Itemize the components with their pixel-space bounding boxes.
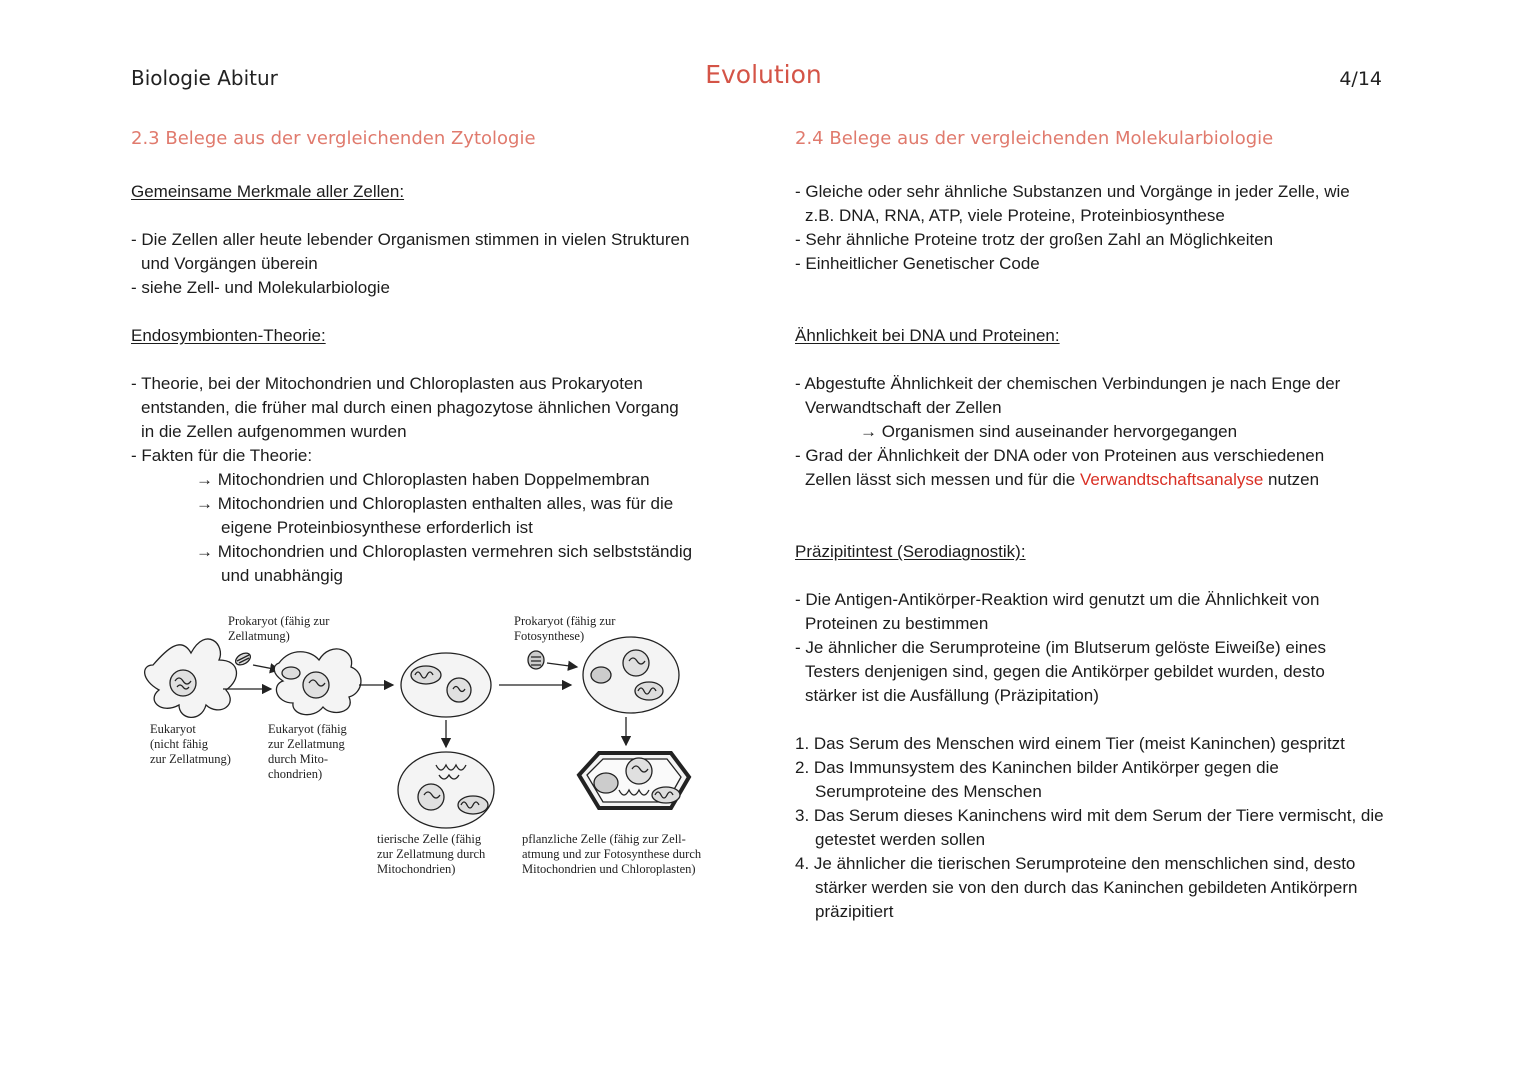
label-prokaryot-fotosynthese: Prokaryot (fähig zur Fotosynthese) <box>514 614 616 643</box>
fact-line: → Mitochondrien und Chloroplasten haben Doppelmembran <box>196 470 650 489</box>
left-column <box>131 126 761 588</box>
fact-line: → Mitochondrien und Chloroplasten enthalten alles, was für die <box>196 494 674 513</box>
label-prokaryot-zellatmung: Prokaryot (fähig zur Zellatmung) <box>228 614 330 643</box>
text-line: - Fakten für die Theorie: <box>131 446 313 465</box>
section-heading-molekularbiologie: 2.4 Belege aus der vergleichenden Molekularbiologie <box>795 128 1274 149</box>
label-pflanzliche-zelle: pflanzliche Zelle (fähig zur Zell- atmung und zur Fotosynthese durch Mitochondrien und Chloroplasten) <box>522 832 702 876</box>
step-item: 1. Das Serum des Menschen wird einem Tier (meist Kaninchen) gespritzt <box>795 734 1345 753</box>
endosymbiosis-diagram <box>131 605 731 890</box>
text-line: - Theorie, bei der Mitochondrien und Chloroplasten aus Prokaryoten <box>131 374 643 393</box>
page-number: 4/14 <box>1339 68 1382 90</box>
text-line: entstanden, die früher mal durch einen phagozytose ähnlichen Vorgang <box>141 398 679 417</box>
text-line: und Vorgängen überein <box>141 254 318 273</box>
text-line: Zellen lässt sich messen und für die Verwandtschaftsanalyse nutzen <box>805 470 1320 489</box>
text-line: → Organismen sind auseinander hervorgegangen <box>860 422 1238 441</box>
label-tierische-zelle: tierische Zelle (fähig zur Zellatmung durch Mitochondrien) <box>377 832 486 876</box>
highlight-verwandtschaftsanalyse: Verwandtschaftsanalyse <box>1079 470 1264 489</box>
text-line: - Abgestufte Ähnlichkeit der chemischen Verbindungen je nach Enge der <box>795 374 1341 393</box>
step-item: 3. Das Serum dieses Kaninchens wird mit dem Serum der Tiere vermischt, die getestet werden sollen <box>795 806 1384 849</box>
step-item: 4. Je ähnlicher die tierischen Serumproteine den menschlichen sind, desto stärker werden sie von den durch das Kaninchen gebildeten Antikörpern präzipitiert <box>795 854 1358 921</box>
text-line: - Grad der Ähnlichkeit der DNA oder von Proteinen aus verschiedenen <box>795 446 1325 465</box>
page-title: Evolution <box>705 60 822 89</box>
text-line: - Die Antigen-Antikörper-Reaktion wird genutzt um die Ähnlichkeit von <box>795 590 1320 609</box>
fact-line: und unabhängig <box>221 566 343 585</box>
text-line: Proteinen zu bestimmen <box>805 614 989 633</box>
label-eukaryot-nicht-faehig: Eukaryot (nicht fähig zur Zellatmung) <box>150 722 231 766</box>
text-line: stärker ist die Ausfällung (Präzipitation) <box>805 686 1099 705</box>
subheading-endosymbionten: Endosymbionten-Theorie: <box>131 326 326 345</box>
text-line: in die Zellen aufgenommen wurden <box>141 422 407 441</box>
text-line: - Gleiche oder sehr ähnliche Substanzen und Vorgänge in jeder Zelle, wie <box>795 182 1350 201</box>
label-eukaryot-faehig: Eukaryot (fähig zur Zellatmung durch Mito- chondrien) <box>268 722 347 781</box>
section-heading-zytologie: 2.3 Belege aus der vergleichenden Zytologie <box>131 128 536 149</box>
text-line: z.B. DNA, RNA, ATP, viele Proteine, Proteinbiosynthese <box>805 206 1225 225</box>
text-line: - Die Zellen aller heute lebender Organismen stimmen in vielen Strukturen <box>131 230 690 249</box>
subheading-praezipitintest: Präzipitintest (Serodiagnostik): <box>795 542 1026 561</box>
subject-label: Biologie Abitur <box>131 66 278 90</box>
text-line: Testers denjenigen sind, gegen die Antikörper gebildet wurden, desto <box>805 662 1325 681</box>
text-line: - siehe Zell- und Molekularbiologie <box>131 278 390 297</box>
text-line: Verwandtschaft der Zellen <box>805 398 1002 417</box>
text-line: - Je ähnlicher die Serumproteine (im Blutserum gelöste Eiweiße) eines <box>795 638 1327 657</box>
subheading-aehnlichkeit-dna: Ähnlichkeit bei DNA und Proteinen: <box>795 326 1060 345</box>
subheading-gemeinsame-merkmale: Gemeinsame Merkmale aller Zellen: <box>131 182 405 201</box>
fact-line: eigene Proteinbiosynthese erforderlich ist <box>221 518 533 537</box>
fact-line: → Mitochondrien und Chloroplasten vermehren sich selbstständig <box>196 542 693 561</box>
text-line: - Sehr ähnliche Proteine trotz der großen Zahl an Möglichkeiten <box>795 230 1274 249</box>
right-column <box>795 126 1405 924</box>
step-item: 2. Das Immunsystem des Kaninchen bilder Antikörper gegen die Serumproteine des Menschen <box>795 758 1279 801</box>
text-line: - Einheitlicher Genetischer Code <box>795 254 1040 273</box>
